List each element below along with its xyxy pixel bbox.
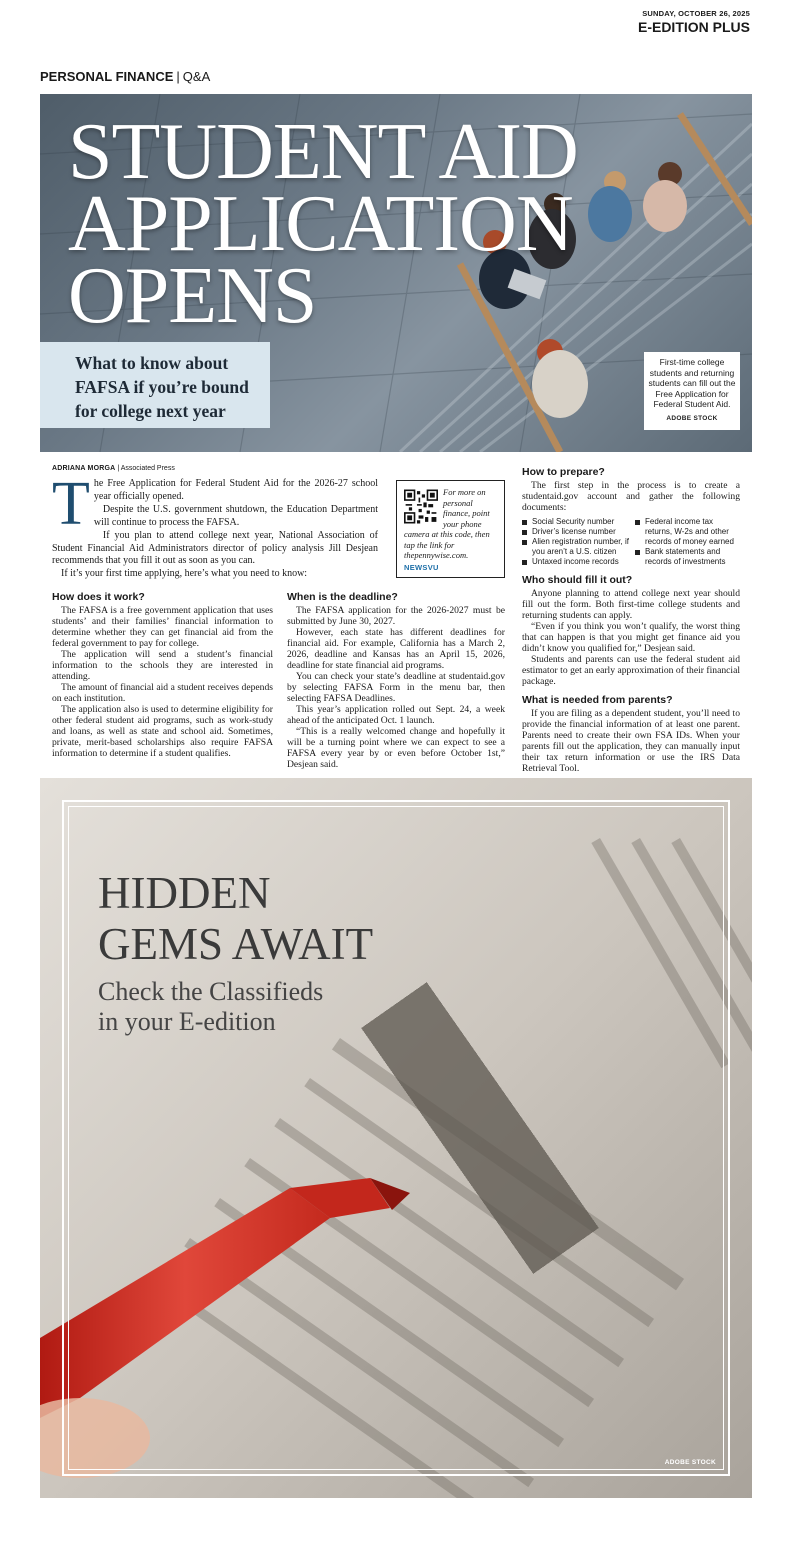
body-paragraph: Students and parents can use the federal student aid estimator to get an early approximation of their financial package. [522, 654, 740, 687]
section-label [40, 69, 210, 84]
intro-paragraph: If you plan to attend college next year, National Association of Student Financial Aid Administrators director of policy analysis Jill Desjean recommends that you fill it out as soon as you can. [52, 529, 378, 567]
list-item: Driver’s license number [522, 527, 630, 537]
subhead-parents: What is needed from parents? [522, 694, 673, 706]
byline-separator: | [117, 465, 120, 472]
ad-headline-line: GEMS AWAIT [98, 919, 374, 969]
ad-subhead-line: Check the Classifieds [98, 977, 324, 1006]
caption-text: First-time college students and returning students can fill out the Free Application for Federal Student Aid. [648, 357, 736, 409]
issue-date: SUNDAY, OCTOBER 26, 2025 [642, 9, 750, 18]
list-item: Alien registration number, if you aren’t a U.S. citizen [522, 537, 630, 557]
ad-headline-line: HIDDEN [98, 868, 271, 918]
subhead-deadline: When is the deadline? [287, 591, 398, 603]
intro-paragraph: Despite the U.S. government shutdown, the Education Department will continue to process the FAFSA. [93, 503, 378, 528]
ad-headline [98, 868, 373, 970]
section-type: Q&A [182, 69, 211, 84]
ad-subhead-line: in your E-edition [98, 1007, 276, 1036]
list-item: Federal income tax returns, W-2s and other records of money earned [635, 517, 740, 547]
documents-list [522, 517, 740, 567]
headline-line: APPLICATION [68, 180, 573, 268]
column-prepare [522, 467, 740, 774]
documents-list-right [635, 517, 740, 567]
byline-author: ADRIANA MORGA [52, 465, 116, 472]
body-paragraph: The application also is used to determine eligibility for other federal student aid programs, such as work-study and loans, as well as state and school aid. Sometimes, private, merit-based scholarships also require FAFSA information to determine if a student qualifies. [52, 704, 273, 759]
photo-credit: ADOBE STOCK [666, 414, 718, 422]
section-separator: | [176, 69, 180, 84]
qr-code-icon[interactable] [404, 488, 438, 525]
qr-promo-text: For more on personal finance, point your phone camera at this code, then tap the link for thepennywise.com. [404, 487, 490, 560]
body-paragraph: The first step in the process is to create a studentaid.gov account and gather the following documents: [522, 480, 740, 513]
body-paragraph: The FAFSA application for the 2026-2027 must be submitted by June 30, 2027. [287, 605, 505, 627]
byline-org: Associated Press [120, 465, 175, 472]
article-intro [52, 470, 378, 581]
subhead-who: Who should fill it out? [522, 574, 633, 586]
headline-line: STUDENT AID [68, 108, 578, 196]
list-item: Untaxed income records [522, 557, 630, 567]
body-paragraph: Anyone planning to attend college next year should fill out the form. Both first-time college students and returning students can apply. [522, 588, 740, 621]
section-name: PERSONAL FINANCE [40, 69, 174, 84]
ad-subhead [98, 977, 323, 1037]
ad-photo-credit: ADOBE STOCK [664, 1459, 716, 1466]
list-item: Bank statements and records of investments [635, 547, 740, 567]
headline-line: OPENS [68, 252, 317, 340]
dek-line: What to know about [75, 353, 229, 373]
body-paragraph: However, each state has different deadlines for financial aid. For example, California has a March 2, 2026, deadline and Kansas has an April 15, 2026, deadline for state financial aid programs. [287, 627, 505, 671]
headline [68, 108, 578, 340]
dropcap: T [52, 470, 90, 538]
body-paragraph: If you are filing as a dependent student, you’ll need to provide the financial information of at least one parent. Parents need to create their own FSA IDs. When your parents fill out the application, they can manually input their tax return information or use the IRS Data Retrieval Tool. [522, 708, 740, 774]
qr-promo-box [396, 480, 505, 578]
dek-line: FAFSA if you’re bound [75, 377, 249, 397]
body-paragraph: The amount of financial aid a student receives depends on each institution. [52, 682, 273, 704]
body-paragraph: “Even if you think you won’t qualify, the worst thing that can happen is that you might get finance aid you didn’t know you qualified for,” Desjean said. [522, 621, 740, 654]
masthead [638, 9, 750, 35]
classifieds-ad[interactable] [40, 778, 752, 1498]
intro-paragraph: The Free Application for Federal Student Aid for the 2026-27 school year officially opened. [52, 470, 378, 538]
hero-image [40, 94, 752, 452]
body-paragraph: You can check your state’s deadline at studentaid.gov by selecting FAFSA Form in the menu bar, then selecting FAFSA Deadlines. [287, 671, 505, 704]
dek-line: for college next year [75, 401, 226, 421]
list-item: Social Security number [522, 517, 630, 527]
body-paragraph: The FAFSA is a free government application that uses students’ and their families’ financial information to determine whether they can get financial aid from the federal government to pay for college. [52, 605, 273, 649]
body-paragraph: The application will send a student’s financial information to the schools they are interested in attending. [52, 649, 273, 682]
subhead-prepare: How to prepare? [522, 466, 605, 478]
intro-paragraph: If it’s your first time applying, here’s what you need to know: [61, 568, 308, 580]
subhead-how-it-works: How does it work? [52, 591, 145, 603]
dek-box [40, 342, 270, 428]
column-deadline [287, 592, 505, 770]
photo-caption [644, 352, 740, 430]
body-paragraph: This year’s application rolled out Sept. 24, a week ahead of the anticipated Oct. 1 launch. [287, 704, 505, 726]
column-how-it-works [52, 592, 273, 759]
newsvu-logo: NEWSVU [404, 562, 439, 572]
body-paragraph: “This is a really welcomed change and hopefully it will be a turning point where we can expect to see a FAFSA every year by or even before October 1st,” Desjean said. [287, 726, 505, 770]
edition-name: E-EDITION PLUS [637, 19, 750, 35]
documents-list-left [522, 517, 630, 567]
